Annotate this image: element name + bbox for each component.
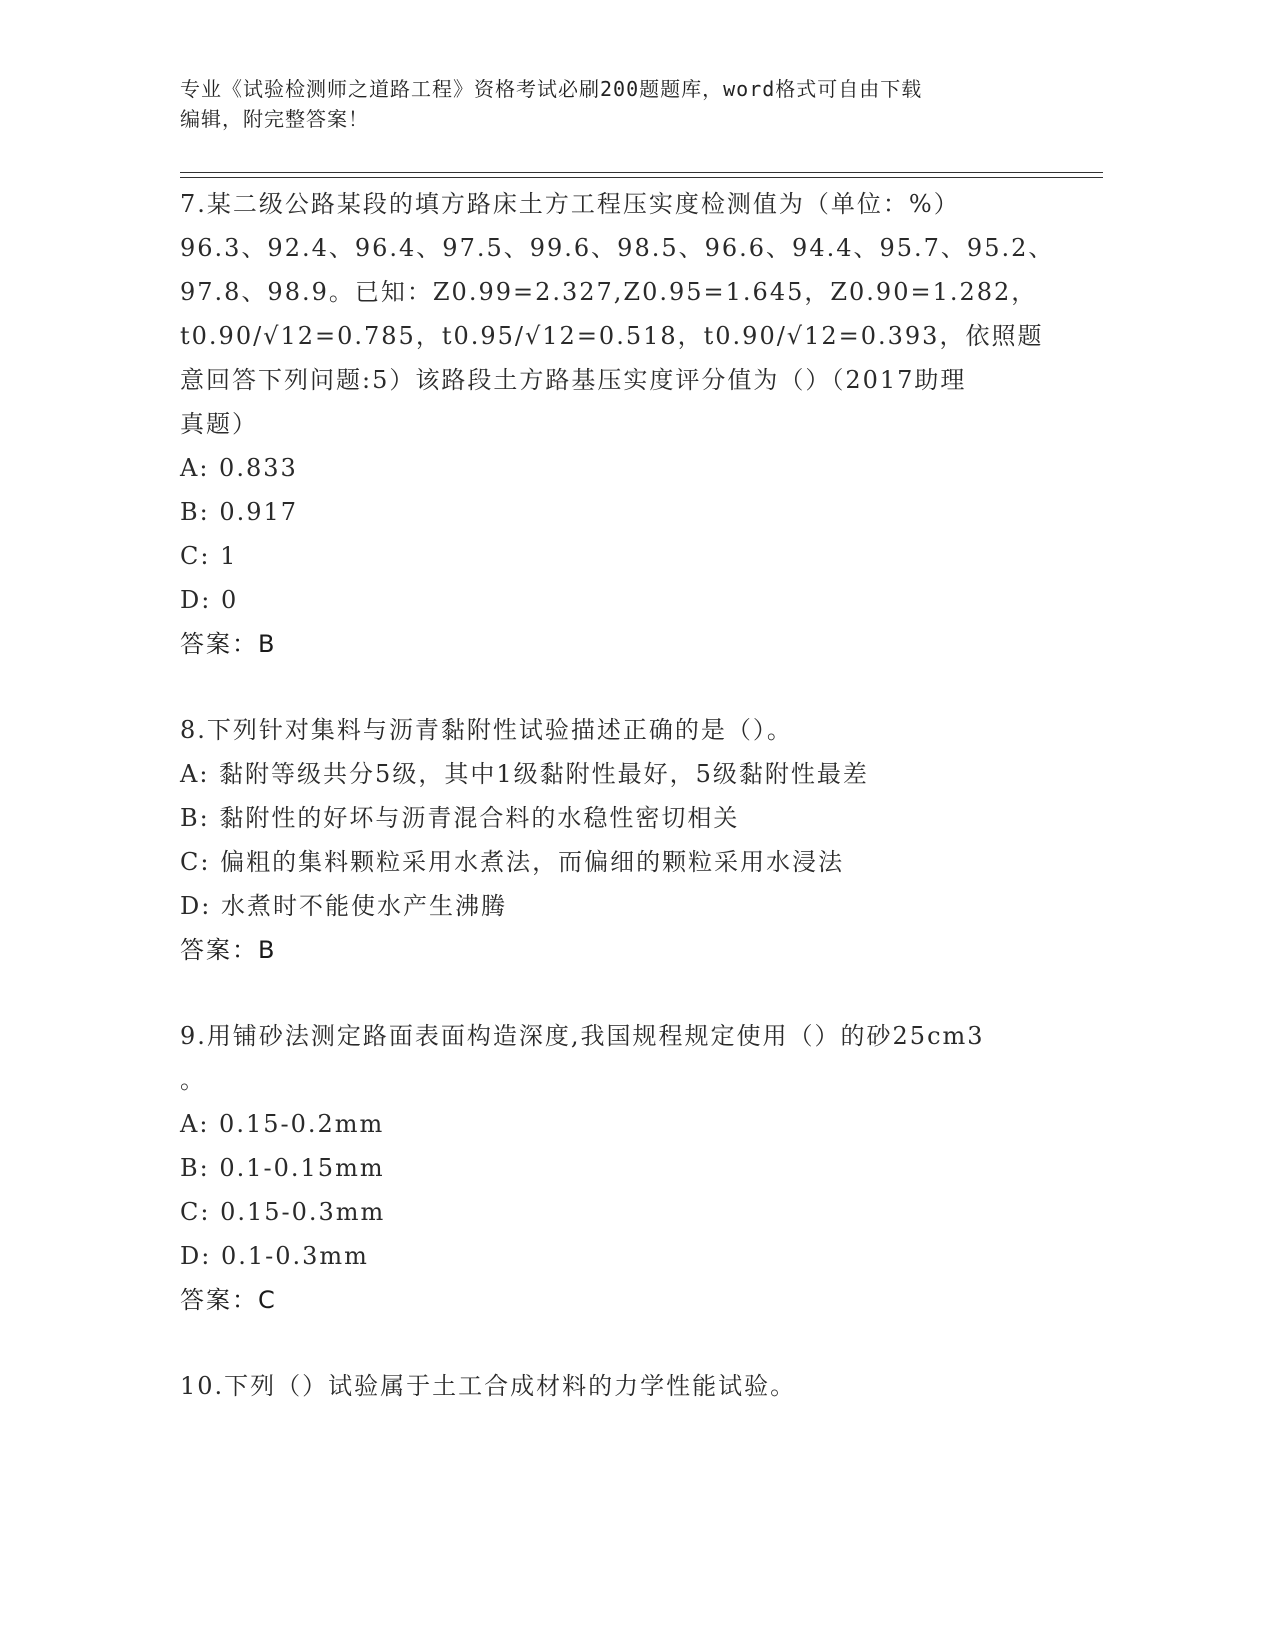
question-text: 8.下列针对集料与沥青黏附性试验描述正确的是（）。 <box>180 716 793 744</box>
question-text: 7.某二级公路某段的填方路床土方工程压实度检测值为（单位：%） <box>180 190 960 218</box>
option-a: A: 0.833 <box>180 454 298 482</box>
question-text: t0.90/√12=0.785，t0.95/√12=0.518，t0.90/√12=0.393，依照题 <box>180 322 1044 350</box>
option-c: C: 偏粗的集料颗粒采用水煮法，而偏细的颗粒采用水浸法 <box>180 848 845 876</box>
question-block <box>180 182 1080 666</box>
question-list <box>180 182 1080 1408</box>
option-b: B: 黏附性的好坏与沥青混合料的水稳性密切相关 <box>180 804 740 832</box>
question-block <box>180 708 1080 972</box>
option-a: A: 0.15-0.2mm <box>180 1110 385 1138</box>
option-c: C: 0.15-0.3mm <box>180 1198 386 1226</box>
answer-line: 答案：C <box>180 1286 277 1314</box>
option-b: B: 0.1-0.15mm <box>180 1154 385 1182</box>
document-header <box>180 74 1060 134</box>
question-text: 96.3、92.4、96.4、97.5、99.6、98.5、96.6、94.4、95.7、95.2、 <box>180 234 1055 262</box>
spacer <box>180 972 1080 1014</box>
question-text: 。 <box>180 1066 206 1094</box>
question-text: 9.用铺砂法测定路面表面构造深度,我国规程规定使用（）的砂25cm3 <box>180 1022 985 1050</box>
answer-line: 答案：B <box>180 936 277 964</box>
question-block <box>180 1014 1080 1322</box>
question-text: 真题） <box>180 410 258 438</box>
option-d: D: 0.1-0.3mm <box>180 1242 369 1270</box>
option-a: A: 黏附等级共分5级，其中1级黏附性最好，5级黏附性最差 <box>180 760 869 788</box>
option-b: B: 0.917 <box>180 498 299 526</box>
question-text: 意回答下列问题:5）该路段土方路基压实度评分值为（）（2017助理 <box>180 366 967 394</box>
question-text: 97.8、98.9。已知：Z0.99=2.327,Z0.95=1.645，Z0.90=1.282， <box>180 278 1038 306</box>
spacer <box>180 1322 1080 1364</box>
spacer <box>180 666 1080 708</box>
option-c: C: 1 <box>180 542 238 570</box>
option-d: D: 0 <box>180 586 239 614</box>
question-text: 10.下列（）试验属于土工合成材料的力学性能试验。 <box>180 1372 797 1400</box>
question-block <box>180 1364 1080 1408</box>
answer-line: 答案：B <box>180 630 277 658</box>
header-line: 编辑，附完整答案！ <box>180 107 369 131</box>
option-d: D: 水煮时不能使水产生沸腾 <box>180 892 507 920</box>
header-divider <box>180 177 1103 178</box>
header-line: 专业《试验检测师之道路工程》资格考试必刷200题题库，word格式可自由下载 <box>180 77 923 101</box>
header-divider <box>180 172 1103 173</box>
